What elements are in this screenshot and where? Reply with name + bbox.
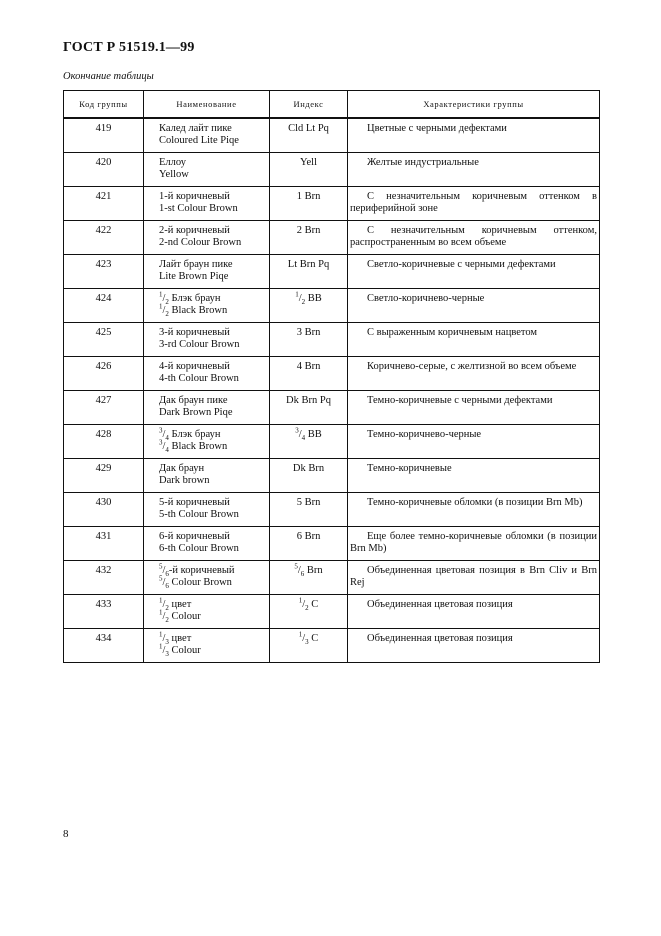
cell-code: 427 bbox=[64, 391, 144, 425]
cell-code: 420 bbox=[64, 153, 144, 187]
cell-name bbox=[144, 527, 270, 561]
name-ru: Калед лайт пике bbox=[159, 123, 232, 134]
cell-code: 419 bbox=[64, 118, 144, 153]
fraction: $^5/_6$ bbox=[159, 574, 169, 591]
fraction: $^1/_2$ bbox=[159, 596, 169, 613]
table-row bbox=[64, 459, 600, 493]
cell-characteristics: С незначительным коричневым оттенком, распространенным во всем объеме bbox=[348, 221, 600, 255]
cell-index: Dk Brn bbox=[270, 459, 348, 493]
cell-index: Cld Lt Pq bbox=[270, 118, 348, 153]
table-row bbox=[64, 357, 600, 391]
cell-code: 429 bbox=[64, 459, 144, 493]
name-ru: 5-й коричневый bbox=[159, 497, 230, 508]
table-row bbox=[64, 493, 600, 527]
cell-characteristics: С незначительным коричневым оттенком в периферийной зоне bbox=[348, 187, 600, 221]
cell-index: $^5/_6$ Brn bbox=[270, 561, 348, 595]
cell-characteristics: Объединенная цветовая позиция в Brn Cliv и Brn Rej bbox=[348, 561, 600, 595]
name-en: Lite Brown Piqe bbox=[159, 271, 229, 282]
cell-characteristics: Светло-коричневые с черными дефектами bbox=[348, 255, 600, 289]
name-ru: 4-й коричневый bbox=[159, 361, 230, 372]
table-row bbox=[64, 221, 600, 255]
cell-name bbox=[144, 595, 270, 629]
cell-index: Dk Brn Pq bbox=[270, 391, 348, 425]
cell-index: 1 Brn bbox=[270, 187, 348, 221]
cell-code: 433 bbox=[64, 595, 144, 629]
cell-code: 425 bbox=[64, 323, 144, 357]
cell-index: $^1/_2$ C bbox=[270, 595, 348, 629]
name-en: $^3/_4$ Black Brown bbox=[159, 438, 228, 455]
name-en: 1-st Colour Brown bbox=[159, 203, 238, 214]
name-en: 4-th Colour Brown bbox=[159, 373, 239, 384]
name-ru: 2-й коричневый bbox=[159, 225, 230, 236]
cell-name bbox=[144, 289, 270, 323]
table-row bbox=[64, 323, 600, 357]
name-en: Dark brown bbox=[159, 475, 210, 486]
cell-code: 422 bbox=[64, 221, 144, 255]
fraction: $^3/_4$ bbox=[159, 438, 169, 455]
fraction: $^3/_4$ bbox=[159, 426, 169, 443]
cell-name bbox=[144, 425, 270, 459]
fraction: $^3/_4$ bbox=[295, 426, 306, 443]
table-row bbox=[64, 629, 600, 663]
table-row bbox=[64, 527, 600, 561]
cell-name bbox=[144, 221, 270, 255]
name-en: $^5/_6$ Colour Brown bbox=[159, 574, 232, 591]
cell-characteristics: Объединенная цветовая позиция bbox=[348, 629, 600, 663]
table-row bbox=[64, 187, 600, 221]
name-ru: 3-й коричневый bbox=[159, 327, 230, 338]
cell-index: Lt Brn Pq bbox=[270, 255, 348, 289]
name-ru: $^5/_6-й$ коричневый bbox=[159, 562, 235, 579]
cell-characteristics: Темно-коричнево-черные bbox=[348, 425, 600, 459]
name-ru: Лайт браун пике bbox=[159, 259, 233, 270]
table-row bbox=[64, 425, 600, 459]
cell-code: 426 bbox=[64, 357, 144, 391]
fraction: $^1/_2$ bbox=[295, 290, 306, 307]
name-ru: Дак браун bbox=[159, 463, 205, 474]
fraction: $^5/_6$ bbox=[294, 562, 305, 579]
cell-characteristics: Коричнево-серые, с желтизной во всем объеме bbox=[348, 357, 600, 391]
name-en: 3-rd Colour Brown bbox=[159, 339, 240, 350]
table-row bbox=[64, 289, 600, 323]
table-row bbox=[64, 391, 600, 425]
fraction: $^1/_3$ bbox=[298, 630, 309, 647]
cell-code: 428 bbox=[64, 425, 144, 459]
cell-name bbox=[144, 187, 270, 221]
cell-code: 424 bbox=[64, 289, 144, 323]
name-en: $^1/_2$ Colour bbox=[159, 608, 201, 625]
cell-index: $^3/_4$ BB bbox=[270, 425, 348, 459]
table-row bbox=[64, 561, 600, 595]
name-ru: $^1/_2$ Блэк браун bbox=[159, 290, 221, 307]
cell-name bbox=[144, 391, 270, 425]
name-en: Coloured Lite Piqe bbox=[159, 135, 239, 146]
cell-characteristics: Объединенная цветовая позиция bbox=[348, 595, 600, 629]
cell-name bbox=[144, 153, 270, 187]
cell-name bbox=[144, 323, 270, 357]
fraction: $^1/_3$ bbox=[159, 630, 169, 647]
fraction: $^1/_2$ bbox=[298, 596, 309, 613]
cell-characteristics: Темно-коричневые bbox=[348, 459, 600, 493]
name-ru: 6-й коричневый bbox=[159, 531, 230, 542]
cell-index: 5 Brn bbox=[270, 493, 348, 527]
name-en: Yellow bbox=[159, 169, 189, 180]
cell-code: 421 bbox=[64, 187, 144, 221]
header-code: Код группы bbox=[64, 91, 144, 119]
color-groups-table bbox=[63, 90, 600, 663]
cell-index: $^1/_2$ BB bbox=[270, 289, 348, 323]
cell-name bbox=[144, 357, 270, 391]
cell-index: 6 Brn bbox=[270, 527, 348, 561]
name-en: 5-th Colour Brown bbox=[159, 509, 239, 520]
name-ru: 1-й коричневый bbox=[159, 191, 230, 202]
table-row bbox=[64, 595, 600, 629]
cell-name bbox=[144, 459, 270, 493]
fraction: $^1/_2$ bbox=[159, 302, 169, 319]
cell-name bbox=[144, 118, 270, 153]
fraction: $^5/_6$ bbox=[159, 562, 169, 579]
table-header-row bbox=[64, 91, 600, 119]
cell-characteristics: Темно-коричневые обломки (в позиции Brn Mb) bbox=[348, 493, 600, 527]
cell-code: 423 bbox=[64, 255, 144, 289]
header-characteristics: Характеристики группы bbox=[348, 91, 600, 119]
name-ru: $^1/_3$ цвет bbox=[159, 630, 192, 647]
name-en: $^1/_2$ Black Brown bbox=[159, 302, 228, 319]
cell-index: 3 Brn bbox=[270, 323, 348, 357]
cell-name bbox=[144, 255, 270, 289]
name-ru: Дак браун пике bbox=[159, 395, 228, 406]
cell-code: 434 bbox=[64, 629, 144, 663]
header-index: Индекс bbox=[270, 91, 348, 119]
name-en: 6-th Colour Brown bbox=[159, 543, 239, 554]
cell-characteristics: Светло-коричнево-черные bbox=[348, 289, 600, 323]
name-ru: $^3/_4$ Блэк браун bbox=[159, 426, 221, 443]
cell-code: 430 bbox=[64, 493, 144, 527]
table-row bbox=[64, 118, 600, 153]
cell-characteristics: Желтые индустриальные bbox=[348, 153, 600, 187]
name-en: Dark Brown Piqe bbox=[159, 407, 233, 418]
cell-characteristics: Цветные с черными дефектами bbox=[348, 118, 600, 153]
name-en: 2-nd Colour Brown bbox=[159, 237, 242, 248]
cell-code: 432 bbox=[64, 561, 144, 595]
cell-name bbox=[144, 493, 270, 527]
cell-name bbox=[144, 629, 270, 663]
cell-characteristics: Еще более темно-коричневые обломки (в позиции Brn Mb) bbox=[348, 527, 600, 561]
cell-characteristics: Темно-коричневые с черными дефектами bbox=[348, 391, 600, 425]
table-caption: Окончание таблицы bbox=[63, 71, 154, 82]
cell-characteristics: С выраженным коричневым нацветом bbox=[348, 323, 600, 357]
cell-name bbox=[144, 561, 270, 595]
cell-code: 431 bbox=[64, 527, 144, 561]
page-number: 8 bbox=[63, 828, 69, 840]
table-row bbox=[64, 255, 600, 289]
header-name: Наименование bbox=[144, 91, 270, 119]
cell-index: Yell bbox=[270, 153, 348, 187]
fraction: $^1/_3$ bbox=[159, 642, 169, 659]
fraction: $^1/_2$ bbox=[159, 290, 169, 307]
cell-index: 4 Brn bbox=[270, 357, 348, 391]
name-ru: Еллоу bbox=[159, 157, 186, 168]
name-en: $^1/_3$ Colour bbox=[159, 642, 201, 659]
document-header: ГОСТ Р 51519.1—99 bbox=[63, 40, 195, 55]
cell-index: $^1/_3$ C bbox=[270, 629, 348, 663]
cell-index: 2 Brn bbox=[270, 221, 348, 255]
name-ru: $^1/_2$ цвет bbox=[159, 596, 192, 613]
fraction: $^1/_2$ bbox=[159, 608, 169, 625]
table-row bbox=[64, 153, 600, 187]
